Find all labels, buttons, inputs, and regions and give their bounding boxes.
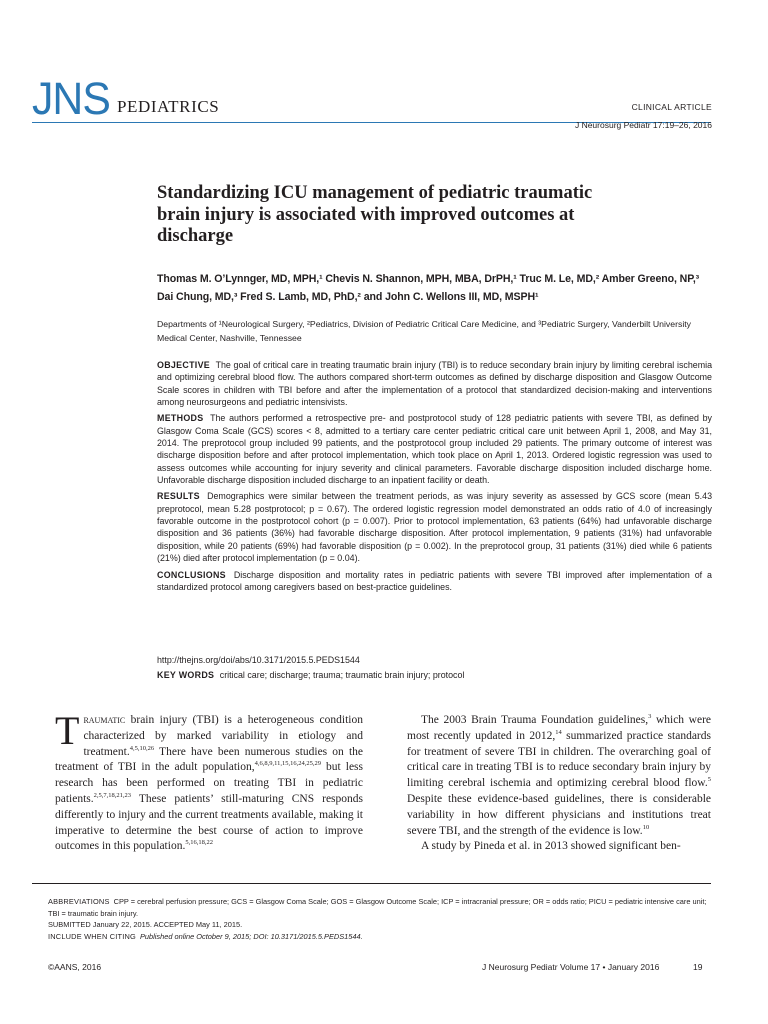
body-text: but less research has been performed on treating TBI in pediatric patients. [55,761,363,805]
results-heading: RESULTS [157,491,200,502]
methods-text: The authors performed a retrospective pre- and postprotocol study of 128 pediatric patients with severe TBI, as defined by Glasgow Coma Scale (GCS) scores < 8, admitted to a tertiary care center pediatric critical care unit between April 1, 2008, and May 31, 2014. The preprotocol group included 99 patients, and the postprotocol group included 29 patients. The primary outcome of interest was discharge disposition before and after protocol implementation, which took place on April 1, 2013. Ordered logistic regression was used to assess outcomes while accounting for injury severity and clinical parameters. Favorable discharge disposition included discharge home. Unfavorable discharge disposition included discharge to an inpatient facility or death. [157,413,712,486]
body-text: brain injury (TBI) is a heterogeneous condition characterized by marked variability in etiology and treatment. [83,714,363,758]
abstract-conclusions [157,569,712,594]
conclusions-heading: CONCLUSIONS [157,569,226,580]
abstract [157,359,712,597]
submission-dates: SUBMITTED January 22, 2015. ACCEPTED May 11, 2015. [48,920,243,930]
results-text: Demographics were similar between the treatment periods, as was injury severity as assessed by GCS score (mean 5.43 preprotocol, mean 5.28 postprotocol; p = 0.67). The ordered logistic regression model demonstrated an odds ratio of 4.0 of increasingly favorable outcome in the postprotocol cohort (p = 0.007). Prior to protocol implementation, 63 patients (64%) had unfavorable discharge disposition and 36 patients (36%) had favorable discharge disposition. After protocol implementation, 9 patients (31%) had unfavorable disposition, while 20 patients (69%) had favorable disposition (p = 0.002). In the preprotocol group, 31 patients (31%) died while 6 patients (21%) died after protocol implementation (p = 0.04). [157,491,712,564]
body-paragraph [407,713,711,839]
body-column-left [55,708,363,855]
body-paragraph [55,708,363,855]
citation-ref: 4,6,8,9,11,15,16,24,25,29 [254,760,321,768]
journal-logo-pediatrics: PEDIATRICS [117,97,220,116]
body-text: There have been numerous studies on the treatment of TBI in the adult population, [55,745,363,774]
folio-journal: J Neurosurg Pediatr Volume 17 • January 2016 [482,962,660,972]
body-paragraph: A study by Pineda et al. in 2013 showed significant ben- [421,840,681,853]
article-title: Standardizing ICU management of pediatric traumatic brain injury is associated with improved outcomes at discharge [157,183,593,246]
doi-link[interactable]: http://thejns.org/doi/abs/10.3171/2015.5.PEDS1544 [157,655,360,665]
objective-text: The goal of critical care in treating traumatic brain injury (TBI) is to reduce secondary brain injury by limiting cerebral ischemia and optimizing cerebral blood flow. The authors compared short-term outcomes as defined by discharge disposition and Glasgow Outcome Scale scores in children with TBI before and after the implementation of a protocol that standardized decision-making and interventions among neurosurgeons and pediatric intensivists. [157,360,712,408]
citation-ref: 3 [648,713,652,721]
body-text: These patients’ still-maturing CNS responds differently to injury and the current treatments available, making it imperative to determine the best course of action to improve outcomes in this population. [55,792,363,853]
citation-ref: 4,5,10,26 [129,744,155,752]
body-text: Despite these evidence-based guidelines, there is considerable variability in how different physicians and institutions treat severe TBI, and the strength of the evidence is low. [407,792,711,837]
abstract-objective [157,359,712,408]
objective-heading: OBJECTIVE [157,360,211,370]
abstract-methods [157,412,712,486]
footnote-rule [32,883,711,884]
keywords-heading: KEY WORDS [157,670,215,680]
body-text: The 2003 Brain Trauma Foundation guidelines, [421,714,649,726]
conclusions-text: Discharge disposition and mortality rates in pediatric patients with severe TBI improved after implementation of a standardized protocol among caregivers based on best-practice guidelines. [157,569,712,592]
body-text: summarized practice standards for treatment of severe TBI in children. The overarching goal of critical care in treating TBI is to reduce secondary brain injury by limiting cerebral ischemia and optimizing cerebral blood flow. [407,729,711,790]
journal-logo-jns: JNS [32,73,110,124]
keywords [157,670,464,680]
body-text: which were most recently updated in 2012, [407,714,712,742]
citation-ref: 14 [555,728,562,736]
body-column-right [407,713,711,855]
page-number: 19 [693,962,703,972]
citation-line: J Neurosurg Pediatr 17:19–26, 2016 [574,120,712,130]
methods-heading: METHODS [157,413,204,424]
citation-ref: 10 [642,823,650,831]
citation-ref: 5 [707,776,711,784]
abbreviations [48,896,708,919]
article-type: CLINICAL ARTICLE [631,102,712,112]
footnotes [48,896,708,942]
author-list: Thomas M. O’Lynnger, MD, MPH,¹ Chevis N. Shannon, MPH, MBA, DrPH,¹ Truc M. Le, MD,² Amber Greeno, NP,³ Dai Chung, MD,³ Fred S. Lamb, MD, PhD,² and John C. Wellons III, MD, MSPH¹ [157,273,700,303]
include-when-citing [48,931,708,943]
drop-cap: T [55,708,80,753]
lead-word: raumatic [83,714,126,726]
copyright: ©AANS, 2016 [48,962,102,972]
citation-ref: 2,5,7,18,21,23 [93,792,132,800]
citation-ref: 5,16,18,22 [185,839,213,847]
abbreviations-heading: ABBREVIATIONS [48,897,110,906]
abbreviations-text: CPP = cerebral perfusion pressure; GCS = Glasgow Coma Scale; GOS = Glasgow Outcome Scale; ICP = intracranial pressure; OR = odds ratio; PICU = pediatric intensive care unit; TBI = traumatic brain injury. [48,897,707,918]
affiliations: Departments of ¹Neurological Surgery, ²Pediatrics, Division of Pediatric Critical Care Medicine, and ³Pediatric Surgery, Vanderbilt University Medical Center, Nashville, Tennessee [157,319,692,343]
include-text: Published online October 9, 2015; DOI: 10.3171/2015.5.PEDS1544. [139,931,363,941]
include-heading: INCLUDE WHEN CITING [48,931,136,941]
keywords-text: critical care; discharge; trauma; traumatic brain injury; protocol [219,670,465,680]
abstract-results [157,490,712,564]
